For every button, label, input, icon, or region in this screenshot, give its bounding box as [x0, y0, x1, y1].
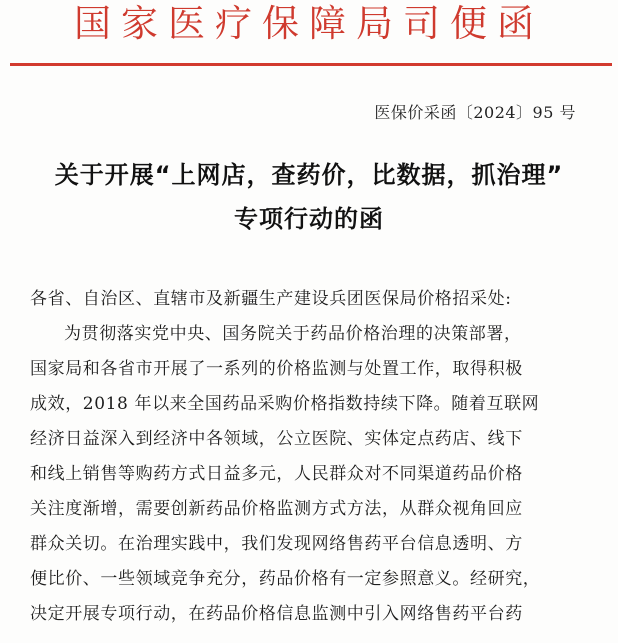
document-number: 医保价采函〔2024〕95 号: [374, 103, 576, 122]
body-line: 便比价、一些领域竞争充分，药品价格有一定参照意义。经研究，: [30, 569, 541, 589]
document-title-line-1: 关于开展“上网店，查药价，比数据，抓治理”: [54, 161, 564, 189]
body-line: 和线上销售等购药方式日益多元，人民群众对不同渠道药品价格: [30, 464, 523, 484]
body-line: 经济日益深入到经济中各领域，公立医院、实体定点药店、线下: [30, 429, 523, 449]
body-line: 决定开展专项行动，在药品价格信息监测中引入网络售药平台药: [30, 604, 523, 624]
letterhead-red-rule: [10, 63, 612, 66]
body-line: 为贯彻落实党中央、国务院关于药品价格治理的决策部署，: [64, 324, 522, 344]
letterhead-title: 国家医疗保障局司便函: [74, 2, 544, 45]
body-line: 成效，2018 年以来全国药品采购价格指数持续下降。随着互联网: [30, 394, 540, 414]
body-line: 国家局和各省市开展了一系列的价格监测与处置工作，取得积极: [30, 359, 523, 379]
document-title-line-2: 专项行动的函: [234, 205, 384, 233]
body-line: 群众关切。在治理实践中，我们发现网络售药平台信息透明、方: [30, 534, 523, 554]
body-line: 关注度渐增，需要创新药品价格监测方式方法，从群众视角回应: [30, 499, 523, 519]
salutation: 各省、自治区、直辖市及新疆生产建设兵团医保局价格招采处:: [30, 289, 512, 309]
